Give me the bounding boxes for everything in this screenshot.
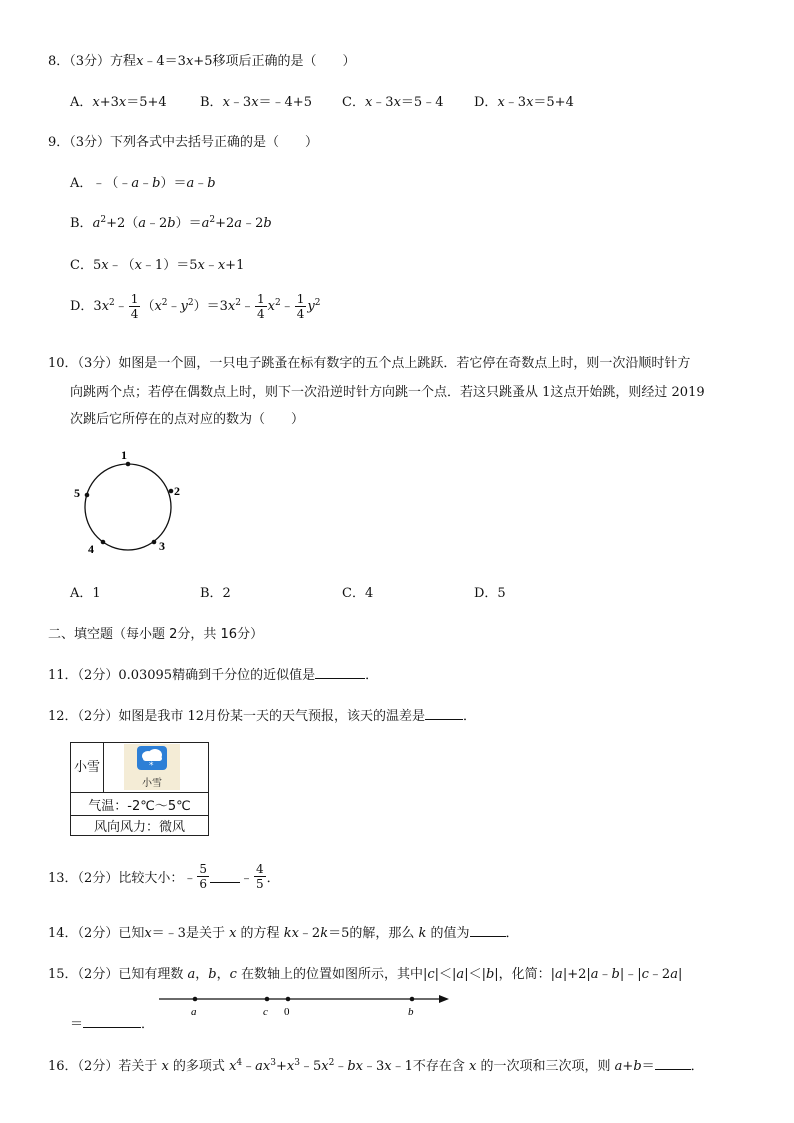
answer-blank — [315, 667, 365, 679]
question-8-stem: 8．（3分）方程x﹣4＝3x+5移项后正确的是（ ） — [48, 54, 356, 69]
point-a — [193, 997, 198, 1002]
question-13: 13．（2分）比较大小：﹣ $\frac{5}{6}$ ﹣ $\frac{4}{5}$ ． — [48, 862, 280, 891]
snow-cloud-icon — [137, 746, 167, 770]
q9-option-b: B．$a^2+2(a﹣2b)=a^2+2a﹣2b$ — [70, 215, 272, 231]
weather-forecast-table — [70, 742, 209, 836]
axis-arrow — [439, 995, 449, 1003]
circle — [85, 464, 171, 550]
answer-blank — [210, 871, 240, 883]
fraction-2: $\frac{4}{5}$ — [256, 862, 264, 891]
point-b — [410, 997, 415, 1002]
question-14: 14．（2分）已知x＝﹣3是关于 x 的方程 kx﹣2k＝5的解，那么 k 的值为 ． — [48, 926, 519, 941]
q9-option-a: A．﹣（﹣a﹣b）＝a﹣b — [70, 176, 216, 191]
label-4: 4 — [88, 542, 94, 556]
label-a: a — [191, 1006, 197, 1018]
number-line — [155, 990, 455, 1020]
label-5: 5 — [74, 486, 80, 500]
label-3: 3 — [159, 539, 165, 553]
svg-text:*: * — [149, 761, 154, 770]
answer-blank — [655, 1058, 691, 1070]
answer-blank — [470, 925, 506, 937]
answer-blank — [425, 708, 463, 720]
point-1 — [126, 462, 131, 467]
label-1: 1 — [121, 448, 127, 462]
label-b: b — [408, 1006, 414, 1018]
point-zero — [286, 997, 291, 1002]
point-4 — [101, 540, 106, 545]
question-15: 15．（2分）已知有理数 a，b，c 在数轴上的位置如图所示，其中|c|＜|a|＜|b|，化简：|a|+2|a﹣b|﹣|c﹣2a| — [48, 967, 683, 982]
question-16: 16．（2分）若关于 x 的多项式 $x^4﹣ax^3+x^3﹣5x^2﹣bx﹣3x﹣1$不存在含 x 的一次项和三次项，则 a+b＝ ． — [48, 1058, 704, 1074]
weather-label: 小雪 — [71, 743, 104, 793]
snow-icon-graphic — [137, 746, 167, 770]
question-11: 11．（2分）0.03095精确到千分位的近似值是 ． — [48, 668, 379, 683]
q10-option-b: B．2 — [200, 586, 231, 601]
fraction-1: $\frac{5}{6}$ — [199, 862, 207, 891]
q8-equation: x﹣4＝3x+5 — [136, 54, 213, 69]
q10-option-a: A．1 — [70, 586, 101, 601]
q10-option-d: D．5 — [474, 586, 506, 601]
point-5 — [85, 493, 90, 498]
q9-option-c: C．5x﹣（x﹣1）＝5x﹣x+1 — [70, 258, 245, 273]
q10-option-c: C．4 — [342, 586, 374, 601]
question-12: 12．（2分）如图是我市 12月份某一天的天气预报，该天的温差是 ． — [48, 709, 477, 724]
weather-icon-tile — [124, 744, 180, 790]
point-2 — [169, 489, 174, 494]
q8-option-b: B．x﹣3x＝﹣4+5 — [200, 95, 312, 110]
q10-line-2: 向跳两个点；若停在偶数点上时，则下一次沿逆时针方向跳一个点．若这只跳蚤从 1这点开始跳，则经过 2019 — [70, 385, 705, 400]
weather-icon-cell — [104, 743, 209, 793]
q10-circle-diagram — [70, 445, 190, 560]
point-3 — [152, 540, 157, 545]
wind-cell: 风向风力：微风 — [71, 816, 209, 836]
q8-option-a: A．x+3x＝5+4 — [70, 95, 167, 110]
q9-option-d: D．$3x^2﹣$ $\frac{1}{4}$ $(x^2﹣y^2)=3x^2﹣$ $\frac{1}{4}$ $x^2﹣$ $\frac{1}{4}$ $y^2$ — [70, 292, 321, 321]
q8-option-c: C．x﹣3x＝5﹣4 — [342, 95, 444, 110]
answer-blank — [83, 1016, 141, 1028]
question-9-stem: 9．（3分）下列各式中去括号正确的是（ ） — [48, 135, 319, 150]
q10-line-3: 次跳后它所停在的点对应的数为（ ） — [70, 412, 305, 427]
label-2: 2 — [174, 484, 180, 498]
point-c — [265, 997, 270, 1002]
q8-option-d: D．x﹣3x＝5+4 — [474, 95, 574, 110]
temperature-cell: 气温：-2℃～5℃ — [71, 793, 209, 816]
section-2-heading: 二、填空题（每小题 2分，共 16分） — [48, 627, 264, 642]
q15-answer-line: ＝ ． — [70, 1017, 155, 1032]
q10-line-1: 10．（3分）如图是一个圆，一只电子跳蚤在标有数字的五个点上跳跃．若它停在奇数点上时，则一次沿顺时针方 — [48, 356, 691, 371]
weather-icon-caption: 小雪 — [142, 778, 162, 789]
label-zero: 0 — [284, 1006, 290, 1018]
label-c: c — [263, 1006, 268, 1018]
